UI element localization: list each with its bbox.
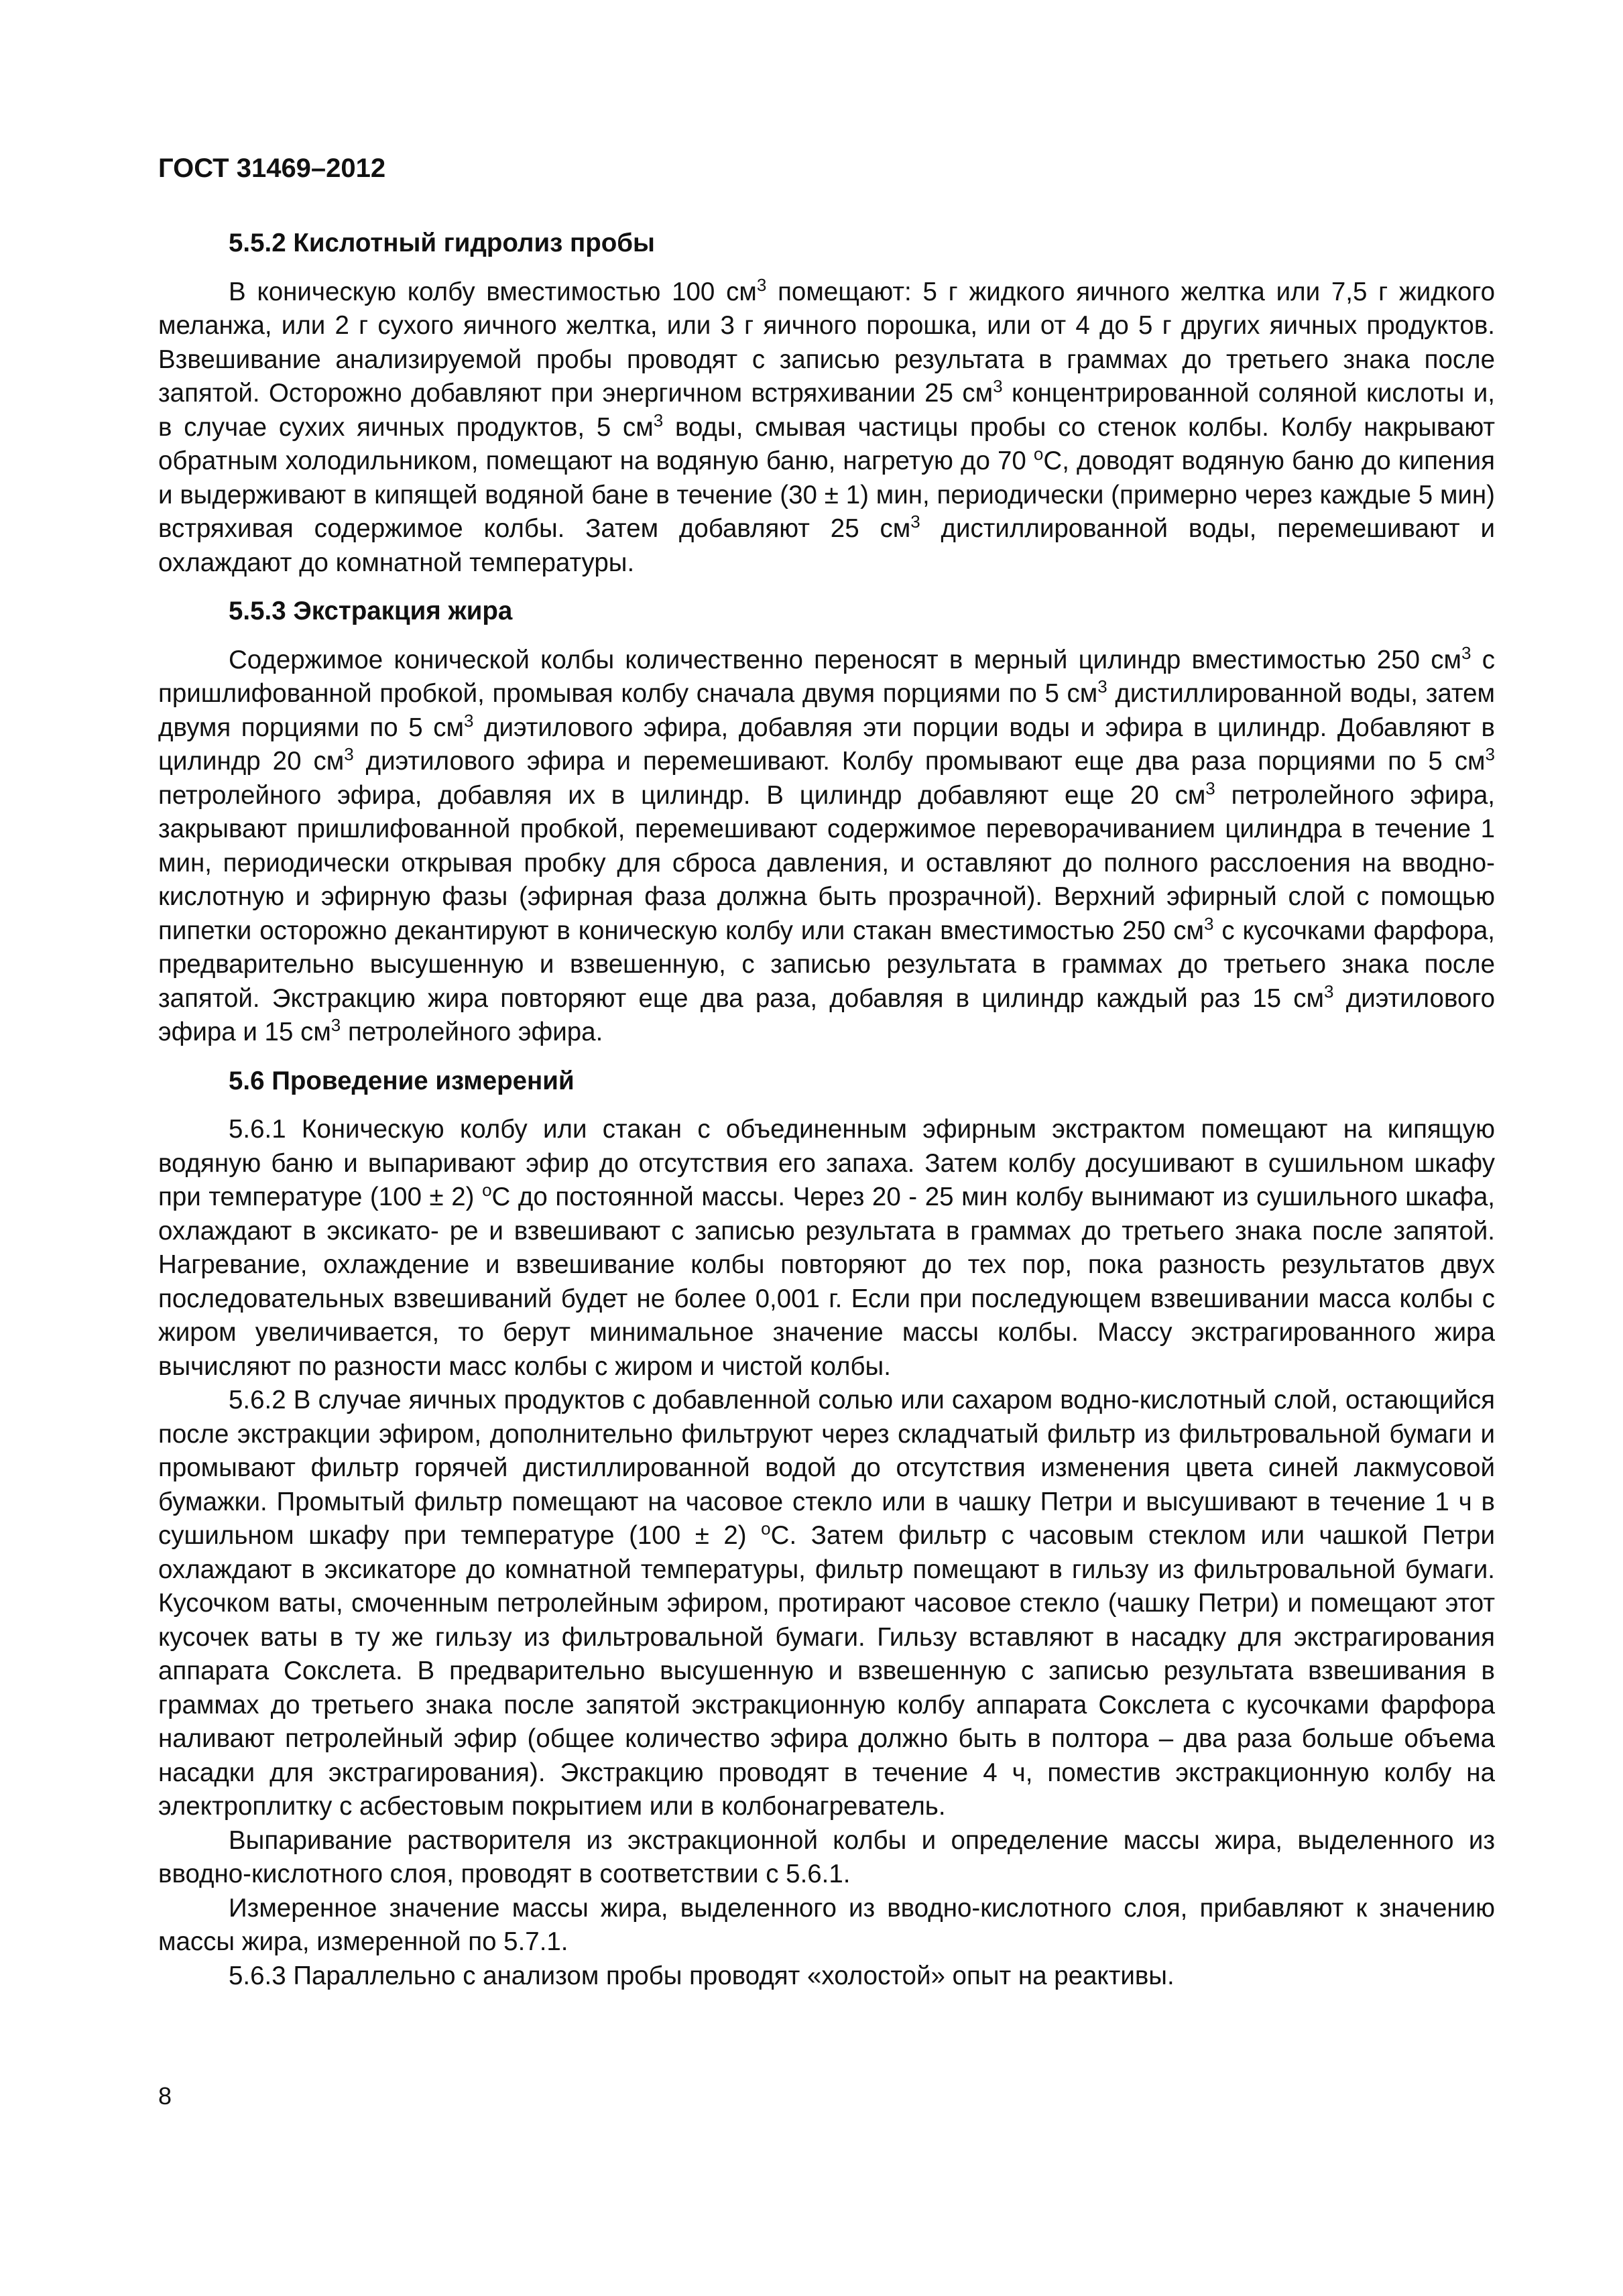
section-heading-5-5-3: 5.5.3 Экстракция жира xyxy=(229,597,513,625)
superscript-cubic: 3 xyxy=(1485,744,1495,764)
document-code-header: ГОСТ 31469–2012 xyxy=(158,154,386,183)
paragraph-evaporation: Выпаривание растворителя из экстракционной колбы и определение массы жира, выделенного из вводно-кислотного слоя, проводят в соответствии с 5.6.1. xyxy=(158,1825,1495,1888)
superscript-cubic: 3 xyxy=(463,710,474,731)
paragraph-5-6-3: 5.6.3 Параллельно с анализом пробы проводят «холостой» опыт на реактивы. xyxy=(229,1961,1175,1990)
superscript-cubic: 3 xyxy=(1097,676,1107,697)
superscript-degree: о xyxy=(482,1180,492,1200)
paragraph-5-6-1: 5.6.1 Коническую колбу или стакан с объединенным эфирным экстрактом помещают на кипящую водяную баню и выпаривают эфир до отсутствия его запаха. Затем колбу досушивают в сушильном шкафу при температуре (100 ± 2) $^о$C до постоянной массы. Через 20 - 25 мин колбу вынимают из сушильного шкафа, охлаждают в эксикато- ре и взвешивают с записью результата в граммах до третьего знака после запятой. Нагревание, охлаждение и взвешивание колбы повторяют до тех пор, пока разность результатов двух последовательных взвешиваний будет не более 0,001 г. Если при последующем взвешивании масса колбы с жиром увеличивается, то берут минимальное значение массы колбы. Массу экстрагированного жира вычисляют по разности масс колбы с жиром и чистой колбы. xyxy=(158,1115,1495,1381)
paragraph-acid-hydrolysis: В коническую колбу вместимостью 100 $см^3$ помещают: 5 г жидкого яичного желтка или 7,5 г жидкого меланжа, или 2 г сухого яичного желтка, или 3 г яичного порошка, или от 4 до 5 г других яичных продуктов. Взвешивание анализируемой пробы проводят с записью результата в граммах до третьего знака после запятой. Осторожно добавляют при энергичном встряхивании 25 $см^3$ концентрированной соляной кислоты и, в случае сухих яичных продуктов, 5 $см^3$ воды, смывая частицы пробы со стенок колбы. Колбу накрывают обратным холодильником, помещают на водяную баню, нагретую до 70 $^о$C, доводят водяную баню до кипения и выдерживают в кипящей водяной бане в течение (30 ± 1) мин, периодически (примерно через каждые 5 мин) встряхивая содержимое колбы. Затем добавляют 25 $см^3$ дистиллированной воды, перемешивают и охлаждают до комнатной температуры. xyxy=(158,274,1495,577)
superscript-cubic: 3 xyxy=(1461,642,1471,663)
superscript-cubic: 3 xyxy=(756,274,767,295)
superscript-cubic: 3 xyxy=(1204,913,1214,934)
superscript-degree: о xyxy=(1033,444,1044,464)
superscript-cubic: 3 xyxy=(330,1015,341,1035)
paragraph-fat-extraction: Содержимое конической колбы количественно переносят в мерный цилиндр вместимостью 250 $см^3$ с пришлифованной пробкой, промывая колбу сначала двумя порциями по 5 $см^3$ дистиллированной воды, затем двумя порциями по 5 $см^3$ диэтилового эфира, добавляя эти порции воды и эфира в цилиндр. Добавляют в цилиндр 20 $см^3$ диэтилового эфира и перемешивают. Колбу промывают еще два раза порциями по 5 $см^3$ петролейного эфира, добавляя их в цилиндр. В цилиндр добавляют еще 20 $см^3$ петролейного эфира, закрывают пришлифованной пробкой, перемешивают содержимое переворачиванием цилиндра в течение 1 мин, периодически открывая пробку для сброса давления, и оставляют до полного расслоения на вводно-кислотную и эфирную фазы (эфирная фаза должна быть прозрачной). Верхний эфирный слой с помощью пипетки осторожно декантируют в коническую колбу или стакан вместимостью 250 $см^3$ с кусочками фарфора, предварительно высушенную и взвешенную, с записью результата в граммах до третьего знака после запятой. Экстракцию жира повторяют еще два раза, добавляя в цилиндр каждый раз 15 $см^3$ диэтилового эфира и 15 $см^3$ петролейного эфира. xyxy=(158,642,1496,1046)
superscript-cubic: 3 xyxy=(1324,981,1334,1002)
superscript-cubic: 3 xyxy=(1205,778,1215,798)
superscript-cubic: 3 xyxy=(653,410,664,430)
superscript-cubic: 3 xyxy=(993,376,1003,396)
section-heading-5-5-2: 5.5.2 Кислотный гидролиз пробы xyxy=(229,229,655,257)
superscript-cubic: 3 xyxy=(910,511,920,532)
paragraph-mass-addition: Измеренное значение массы жира, выделенного из вводно-кислотного слоя, прибавляют к значению массы жира, измеренной по 5.7.1. xyxy=(158,1893,1495,1956)
section-heading-5-6: 5.6 Проведение измерений xyxy=(229,1066,575,1095)
superscript-cubic: 3 xyxy=(344,744,354,764)
paragraph-5-6-2: 5.6.2 В случае яичных продуктов с добавленной солью или сахаром водно-кислотный слой, остающийся после экстракции эфиром, дополнительно фильтруют через складчатый фильтр из фильтровальной бумаги и промывают фильтр горячей дистиллированной водой до отсутствия изменения цвета синей лакмусовой бумажки. Промытый фильтр помещают на часовое стекло или в чашку Петри и высушивают в течение 1 ч в сушильном шкафу при температуре (100 ± 2) $^о$C. Затем фильтр с часовым стеклом или чашкой Петри охлаждают в эксикаторе до комнатной температуры, фильтр помещают в гильзу из фильтровальной бумаги. Кусочком ваты, смоченным петролейным эфиром, протирают часовое стекло (чашку Петри) и помещают этот кусочек ваты в ту же гильзу из фильтровальной бумаги. Гильзу вставляют в насадку для экстрагирования аппарата Сокслета. В предварительно высушенную и взвешенную с записью результата взвешивания в граммах до третьего знака после запятой экстракционную колбу аппарата Сокслета с кусочками фарфора наливают петролейный эфир (общее количество эфира должно быть в полтора – два раза больше объема насадки для экстрагирования). Экстракцию проводят в течение 4 ч, поместив экстракционную колбу на электроплитку с асбестовым покрытием или в колбонагреватель. xyxy=(158,1386,1495,1821)
page-number: 8 xyxy=(158,2082,172,2110)
superscript-degree: о xyxy=(761,1518,771,1538)
document-body xyxy=(158,227,1495,1993)
